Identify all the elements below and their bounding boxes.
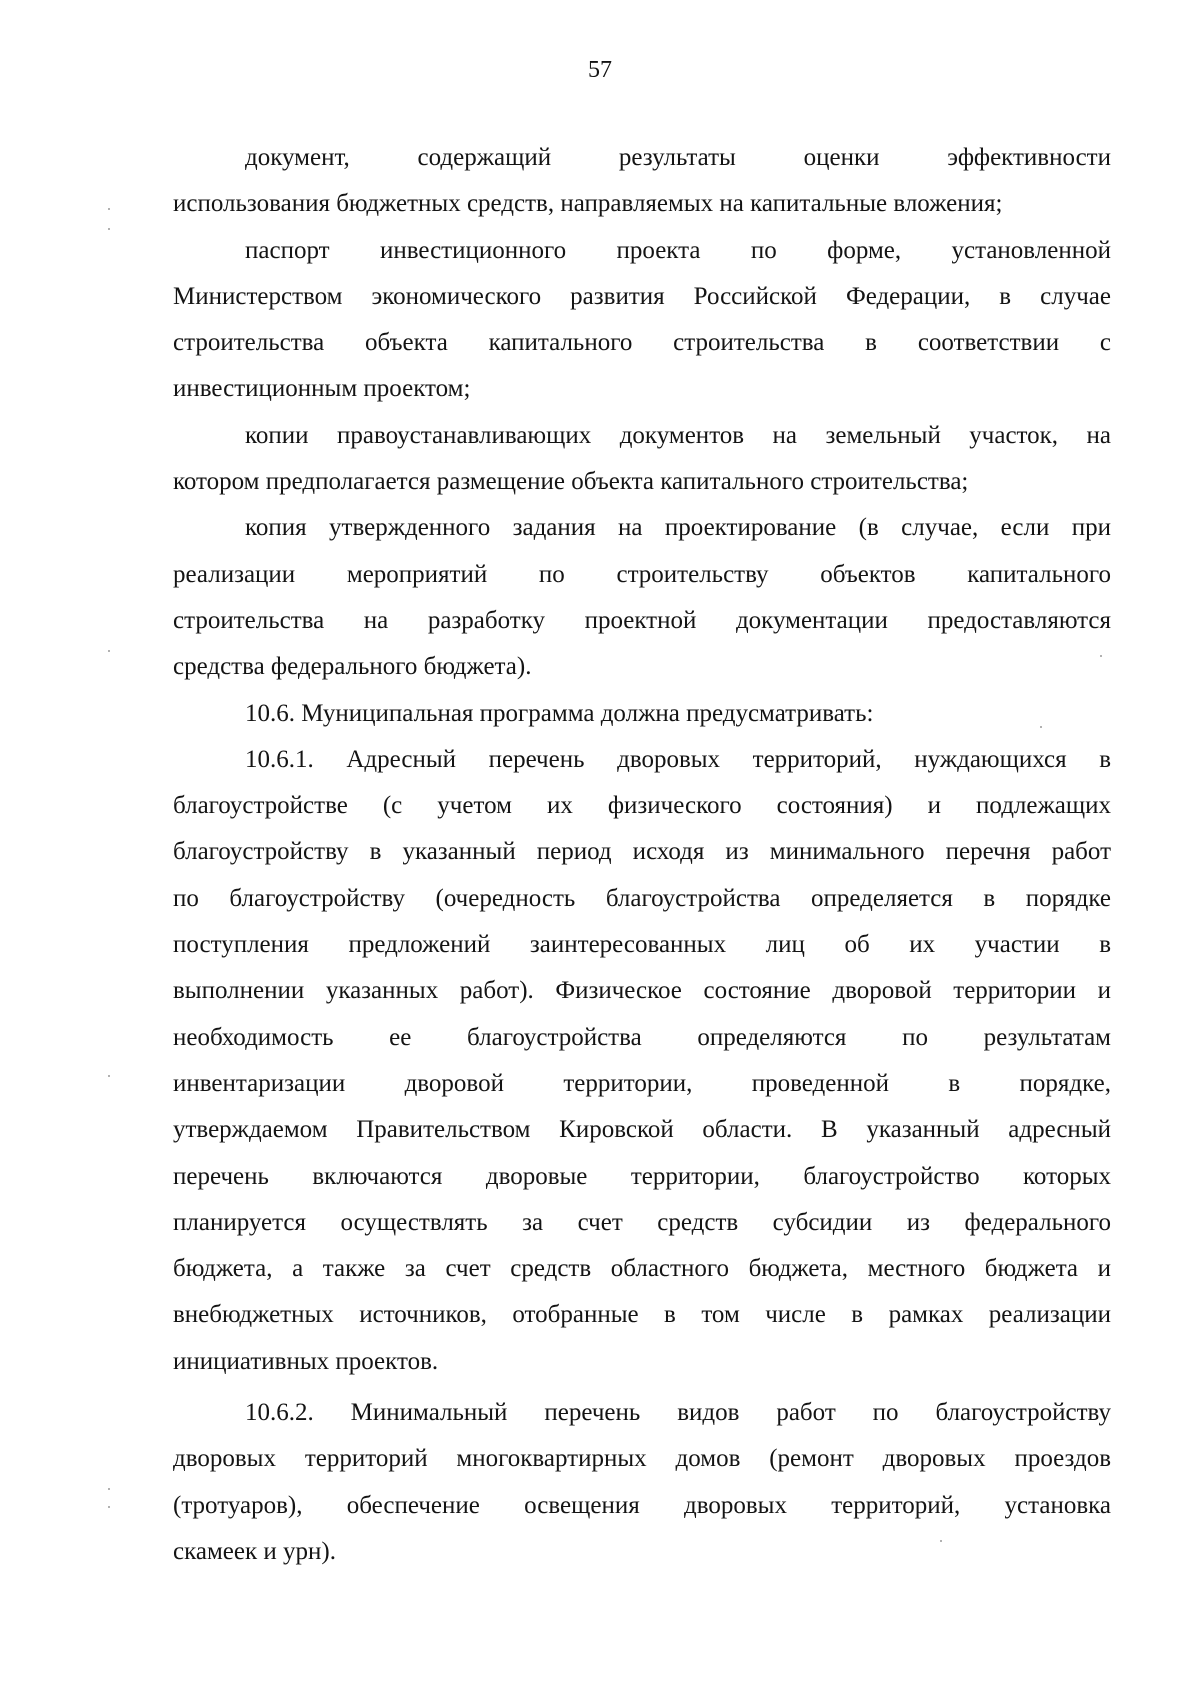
text-line: строительства объекта капитального строительства в соответствии с <box>173 329 1111 357</box>
text-line: дворовых территорий многоквартирных домов (ремонт дворовых проездов <box>173 1445 1111 1473</box>
paragraph <box>173 737 1111 1385</box>
text-line: копия утвержденного задания на проектирование (в случае, если при <box>245 514 1111 542</box>
text-line: 10.6. Муниципальная программа должна предусматривать: <box>245 699 874 727</box>
page-number: 57 <box>588 57 612 83</box>
text-line: строительства на разработку проектной документации предоставляются <box>173 606 1111 634</box>
text-line: инвентаризации дворовой территории, проведенной в порядке, <box>173 1069 1111 1097</box>
text-line: внебюджетных источников, отобранные в том числе в рамках реализации <box>173 1301 1111 1329</box>
text-line: необходимость ее благоустройства определяются по результатам <box>173 1023 1111 1051</box>
document-body <box>173 135 1111 1575</box>
text-line: инициативных проектов. <box>173 1347 439 1375</box>
paragraph <box>173 135 1111 228</box>
paragraph <box>173 505 1111 690</box>
paragraph <box>173 1390 1111 1575</box>
text-line: поступления предложений заинтересованных лиц об их участии в <box>173 931 1111 959</box>
text-line: бюджета, а также за счет средств областного бюджета, местного бюджета и <box>173 1255 1111 1283</box>
text-line: планируется осуществлять за счет средств субсидии из федерального <box>173 1208 1111 1236</box>
text-line: благоустройстве (с учетом их физического состояния) и подлежащих <box>173 792 1111 820</box>
text-line: средства федерального бюджета). <box>173 653 532 681</box>
text-line: 10.6.2. Минимальный перечень видов работ по благоустройству <box>245 1399 1111 1427</box>
text-line: документ, содержащий результаты оценки эффективности <box>245 144 1111 171</box>
text-line: реализации мероприятий по строительству объектов капитального <box>173 560 1111 588</box>
text-line: скамеек и урн). <box>173 1537 336 1565</box>
text-line: использования бюджетных средств, направляемых на капитальные вложения; <box>173 190 1003 218</box>
text-line: перечень включаются дворовые территории, благоустройство которых <box>173 1162 1111 1190</box>
text-line: выполнении указанных работ). Физическое состояние дворовой территории и <box>173 977 1111 1005</box>
paragraph <box>173 228 1111 413</box>
text-line: копии правоустанавливающих документов на земельный участок, на <box>245 421 1111 449</box>
text-line: по благоустройству (очередность благоустройства определяется в порядке <box>173 884 1111 912</box>
text-line: инвестиционным проектом; <box>173 375 471 403</box>
text-line: паспорт инвестиционного проекта по форме, установленной <box>245 236 1111 264</box>
text-line: благоустройству в указанный период исходя из минимального перечня работ <box>173 838 1111 866</box>
text-line: Министерством экономического развития Российской Федерации, в случае <box>173 282 1111 310</box>
text-line: 10.6.1. Адресный перечень дворовых территорий, нуждающихся в <box>245 745 1111 773</box>
paragraph <box>173 413 1111 506</box>
text-line: (тротуаров), обеспечение освещения дворовых территорий, установка <box>173 1491 1111 1519</box>
text-line: утверждаемом Правительством Кировской области. В указанный адресный <box>173 1116 1111 1144</box>
text-line: котором предполагается размещение объекта капитального строительства; <box>173 468 969 496</box>
paragraph <box>173 691 1111 737</box>
